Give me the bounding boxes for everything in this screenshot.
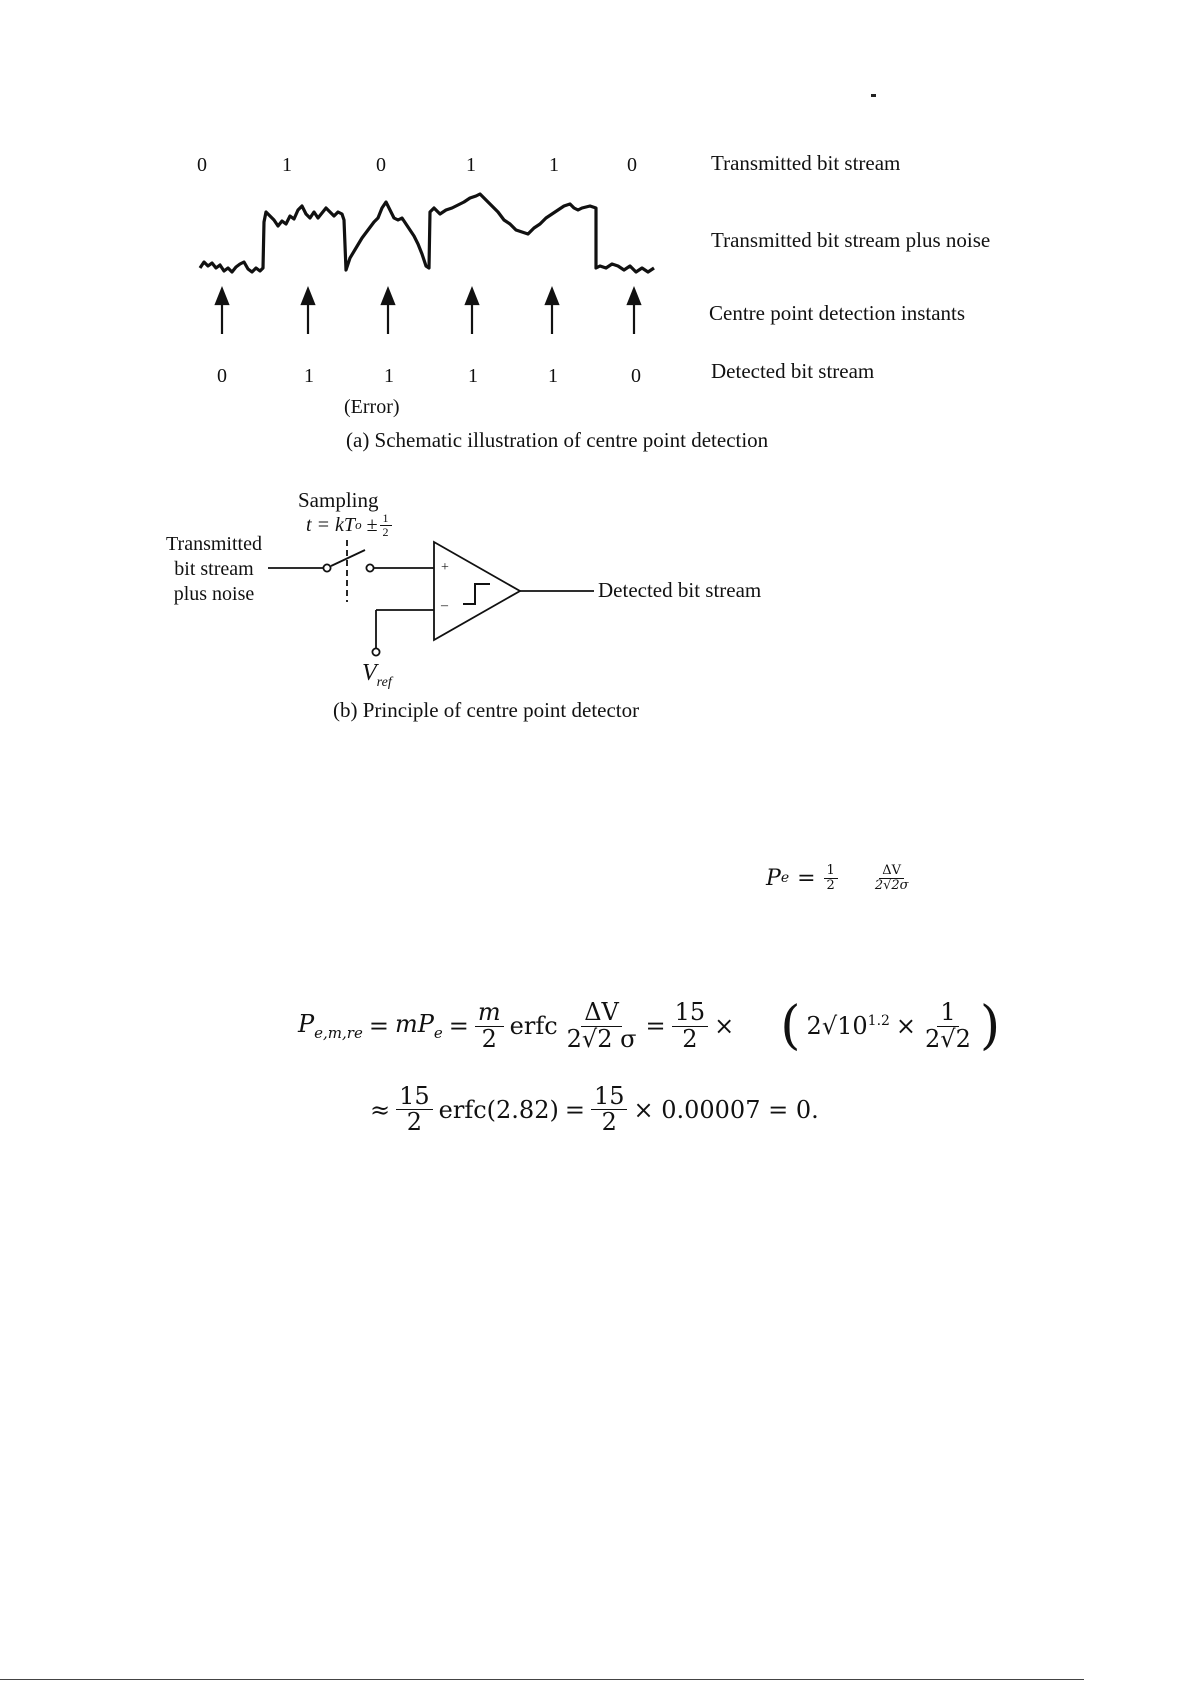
- eq1-exp: 1.2: [867, 1013, 890, 1029]
- input-label-line: Transmitted: [166, 533, 262, 555]
- eq-small-eq: =: [797, 865, 816, 891]
- equation-main-line2: [370, 1084, 819, 1135]
- eq-small-delta: [872, 864, 912, 892]
- detected-bit: 0: [217, 365, 227, 387]
- eq1-eq3: =: [645, 1012, 666, 1040]
- eq1-times2: ×: [895, 1012, 917, 1040]
- eq2-product: × 0.00007 = 0.: [633, 1095, 819, 1124]
- equation-small: [766, 864, 912, 892]
- eq1-lhs-p: P: [298, 1010, 315, 1039]
- sampling-pm: ±: [366, 513, 378, 536]
- transmitted-bit: 1: [466, 154, 476, 176]
- detected-bit: 1: [304, 365, 314, 387]
- transmitted-bit: 0: [627, 154, 637, 176]
- detector-circuit: [0, 480, 620, 700]
- vref-label: [362, 660, 392, 691]
- eq2-frac-15: [396, 1084, 433, 1135]
- eq1-frac-m-den: 2: [481, 1024, 497, 1053]
- eq1-frac-1-num: 1: [937, 1000, 958, 1026]
- page-bottom-rule: [0, 1679, 1084, 1680]
- eq1-times: ×: [714, 1012, 735, 1040]
- eq1-lhs: [298, 1010, 363, 1042]
- vref-sub: ref: [376, 674, 392, 690]
- vref-text: V: [362, 660, 377, 686]
- detected-bit: 1: [548, 365, 558, 387]
- eq1-frac-15-den: 2: [682, 1024, 698, 1053]
- row-label-transmitted: Transmitted bit stream: [711, 151, 901, 175]
- eq1-erfc: erfc: [509, 1012, 558, 1040]
- sampling-time-sub: o: [355, 517, 362, 533]
- eq1-eq2: =: [448, 1012, 469, 1040]
- row-label-instants: Centre point detection instants: [709, 301, 966, 325]
- transmitted-bit: 1: [282, 154, 292, 176]
- figure-a: [0, 0, 1192, 480]
- eq1-sqrt: [807, 1012, 890, 1040]
- eq2-erfc: erfc(2.82): [438, 1095, 559, 1124]
- error-label: (Error): [344, 396, 400, 418]
- eq1-eq1: =: [368, 1012, 389, 1040]
- detected-bit: 1: [384, 365, 394, 387]
- eq-small-delta-num: ΔV: [879, 864, 904, 879]
- eq1-m: m: [394, 1010, 418, 1039]
- eq-small-delta-den: 2√2σ: [874, 877, 909, 893]
- row-label-noisy: Transmitted bit stream plus noise: [711, 228, 991, 252]
- eq1-two-sqrt: 2√10: [806, 1012, 868, 1040]
- figure-b-caption: (b) Principle of centre point detector: [333, 698, 640, 722]
- eq-small-half: [824, 864, 838, 892]
- eq1-frac-delta-num: ΔV: [581, 1000, 622, 1026]
- eq-small-lhs: P: [766, 865, 781, 891]
- sampling-time-text: t = kT: [306, 513, 356, 536]
- row-label-detected: Detected bit stream: [711, 359, 875, 383]
- eq2-frac-15b: [591, 1084, 628, 1135]
- eq2-frac-15b-den: 2: [601, 1108, 617, 1137]
- eq1-lhs-sub: e,m,re: [314, 1023, 363, 1042]
- eq-small-half-den: 2: [826, 877, 835, 893]
- eq1-mpe: [395, 1010, 443, 1042]
- figure-b: [0, 480, 1192, 780]
- eq1-pe-sub: e: [433, 1023, 443, 1042]
- eq1-frac-15-num: 15: [672, 1000, 709, 1026]
- transmitted-bit: 0: [376, 154, 386, 176]
- eq2-eq: =: [564, 1095, 585, 1124]
- eq2-frac-15b-num: 15: [591, 1084, 628, 1110]
- eq2-approx: ≈: [370, 1095, 391, 1124]
- input-label-line: plus noise: [173, 583, 255, 605]
- detection-arrows: [216, 289, 640, 334]
- eq-small-lhs-sub: e: [780, 870, 790, 887]
- noisy-waveform: [0, 0, 700, 360]
- sampling-frac-num: 1: [380, 512, 392, 526]
- plus-sign: +: [441, 560, 449, 575]
- eq1-frac-1: [922, 1000, 974, 1051]
- eq1-frac-1-den: 2√2: [925, 1024, 971, 1053]
- detected-bit: 0: [631, 365, 641, 387]
- transmitted-bit: 0: [197, 154, 207, 176]
- eq-small-half-num: 1: [824, 864, 838, 879]
- input-label-line: bit stream: [174, 558, 254, 580]
- eq1-paren-close: ): [979, 996, 1001, 1056]
- eq1-paren-open: (: [780, 996, 801, 1056]
- sampling-label: Sampling: [298, 488, 379, 512]
- eq1-frac-m: [475, 1000, 504, 1051]
- sampling-frac-den: 2: [382, 524, 389, 539]
- eq1-pe: P: [417, 1010, 434, 1039]
- eq2-frac-15-den: 2: [406, 1108, 423, 1137]
- eq2-frac-15-num: 15: [396, 1084, 433, 1110]
- eq1-frac-m-num: m: [475, 1000, 504, 1026]
- eq1-frac-delta: [564, 1000, 640, 1051]
- detected-bit: 1: [468, 365, 478, 387]
- transmitted-bit: 1: [549, 154, 559, 176]
- eq1-frac-15: [672, 1000, 709, 1051]
- minus-sign: –: [441, 598, 448, 613]
- output-label: Detected bit stream: [598, 578, 762, 602]
- eq1-frac-delta-den: 2√2 σ: [566, 1024, 637, 1053]
- equation-main-line1: [298, 996, 1001, 1056]
- figure-a-caption: (a) Schematic illustration of centre point detection: [346, 428, 769, 452]
